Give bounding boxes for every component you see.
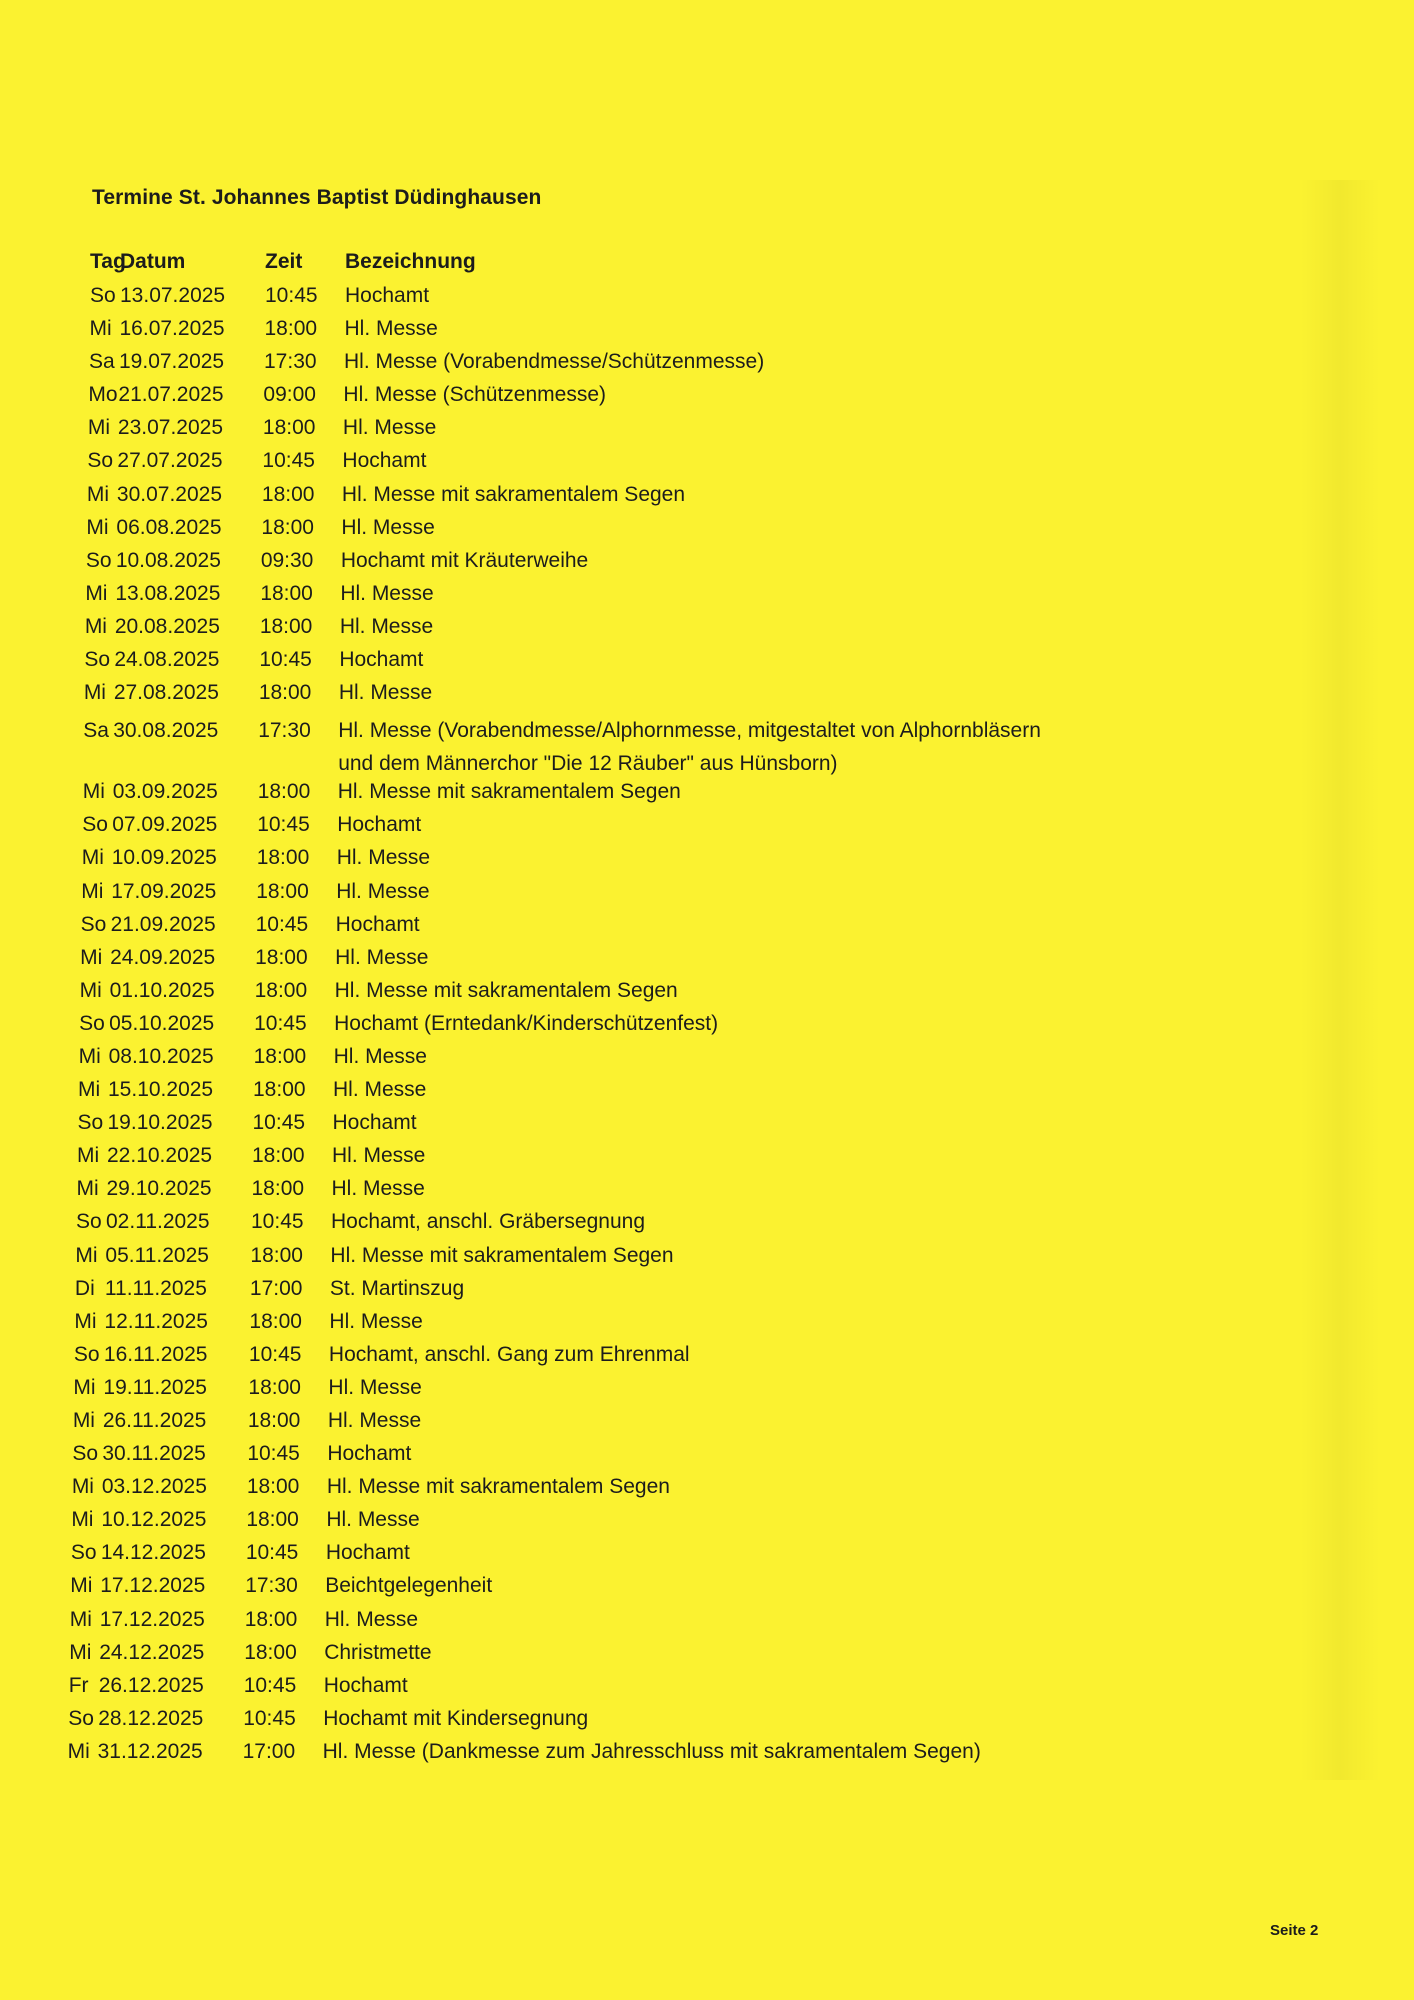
cell-zeit: 18:00	[250, 1243, 303, 1267]
table-row	[45, 1409, 1162, 1442]
header-zeit: Zeit	[265, 250, 303, 273]
cell-zeit: 10:45	[251, 1210, 304, 1234]
cell-bezeichnung	[324, 1641, 1162, 1665]
cell-bezeichnung	[334, 1012, 1162, 1036]
cell-datum: 10.12.2025	[101, 1508, 207, 1532]
cell-tag: So	[84, 648, 110, 672]
bezeichnung-line: Hochamt	[323, 1673, 408, 1697]
cell-bezeichnung	[338, 714, 1162, 780]
cell-zeit: 18:00	[251, 1177, 305, 1201]
cell-datum: 23.07.2025	[117, 416, 224, 440]
cell-tag: Mi	[69, 1640, 92, 1664]
page-title: Termine St. Johannes Baptist Düdinghausen	[92, 186, 542, 209]
cell-tag: Sa	[83, 719, 109, 743]
header-tag: Tag	[90, 250, 126, 273]
cell-tag: So	[72, 1442, 98, 1466]
bezeichnung-line: Hl. Messe (Vorabendmesse/Alphornmesse, mitgestaltet von Alphornbläsern	[338, 719, 1041, 743]
cell-tag: So	[70, 1541, 97, 1565]
cell-datum: 27.07.2025	[117, 449, 223, 473]
cell-tag: Mi	[75, 1243, 98, 1267]
table-row	[43, 1508, 1162, 1541]
bezeichnung-line: Hochamt, anschl. Gang zum Ehrenmal	[328, 1342, 690, 1366]
cell-tag: Mo	[88, 383, 118, 407]
cell-zeit: 18:00	[253, 1044, 307, 1068]
cell-bezeichnung	[332, 1144, 1162, 1168]
bezeichnung-line: Hl. Messe	[331, 1177, 425, 1201]
cell-tag: Mi	[79, 978, 102, 1002]
table-row	[60, 416, 1162, 449]
bezeichnung-line: Hl. Messe	[341, 515, 435, 539]
cell-tag: Mi	[67, 1739, 90, 1763]
cell-tag: So	[82, 813, 108, 837]
bezeichnung-line: Hochamt mit Kindersegnung	[323, 1706, 589, 1730]
cell-datum: 01.10.2025	[109, 978, 215, 1002]
cell-bezeichnung	[335, 946, 1162, 970]
bezeichnung-line: Hl. Messe mit sakramentalem Segen	[334, 978, 678, 1002]
table-row	[40, 1707, 1162, 1740]
cell-bezeichnung	[333, 1078, 1162, 1102]
cell-zeit: 18:00	[257, 780, 311, 804]
cell-bezeichnung	[326, 1541, 1162, 1565]
cell-bezeichnung	[339, 681, 1162, 705]
table-row	[55, 714, 1162, 780]
cell-datum: 16.11.2025	[103, 1342, 208, 1366]
cell-tag: Mi	[70, 1574, 93, 1598]
cell-datum: 26.11.2025	[102, 1409, 207, 1432]
cell-bezeichnung	[343, 416, 1162, 440]
bezeichnung-line: Hochamt	[337, 813, 422, 837]
cell-tag: Mi	[81, 846, 104, 870]
cell-tag: Mi	[80, 945, 103, 969]
cell-datum: 20.08.2025	[114, 614, 220, 638]
cell-datum: 13.07.2025	[120, 284, 226, 307]
table-row	[51, 1045, 1162, 1078]
table-row	[62, 317, 1163, 350]
cell-datum: 03.09.2025	[112, 780, 218, 804]
table-row	[41, 1674, 1162, 1707]
cell-bezeichnung	[325, 1574, 1162, 1598]
bezeichnung-line: Hl. Messe	[344, 317, 438, 341]
cell-zeit: 10:45	[265, 284, 318, 307]
table-row	[60, 383, 1162, 416]
bezeichnung-line: Hl. Messe mit sakramentalem Segen	[326, 1475, 670, 1499]
cell-zeit: 09:30	[260, 548, 314, 572]
cell-zeit: 17:30	[264, 350, 317, 374]
cell-bezeichnung	[332, 1177, 1163, 1201]
table-row	[47, 1244, 1162, 1277]
cell-zeit: 18:00	[255, 945, 308, 969]
cell-bezeichnung	[325, 1608, 1162, 1632]
cell-zeit: 18:00	[244, 1607, 298, 1631]
table-row	[42, 1574, 1162, 1607]
cell-bezeichnung	[329, 1343, 1162, 1367]
cell-zeit: 17:00	[242, 1739, 296, 1763]
cell-datum: 05.10.2025	[109, 1011, 215, 1035]
table-header-row	[62, 250, 1162, 284]
table-row	[45, 1376, 1162, 1409]
cell-tag: Mi	[74, 1309, 97, 1333]
table-row	[57, 615, 1162, 648]
table-row	[48, 1210, 1162, 1243]
cell-tag: Mi	[83, 681, 106, 705]
cell-bezeichnung	[331, 1210, 1162, 1234]
cell-tag: Mi	[78, 1078, 101, 1102]
cell-datum: 05.11.2025	[105, 1243, 209, 1267]
header-datum: Datum	[120, 250, 186, 273]
cell-zeit: 18:00	[259, 614, 313, 638]
bezeichnung-line: Hl. Messe	[335, 945, 429, 969]
cell-zeit: 18:00	[247, 1409, 301, 1432]
cell-zeit: 10:45	[243, 1706, 296, 1730]
cell-datum: 10.09.2025	[111, 846, 217, 870]
cell-datum: 24.08.2025	[114, 648, 220, 672]
cell-tag: Mi	[89, 317, 112, 341]
cell-tag: Fr	[68, 1673, 89, 1697]
scan-shadow	[1300, 180, 1380, 1780]
schedule-table	[62, 250, 1162, 1773]
bezeichnung-line: Hl. Messe	[336, 846, 431, 870]
cell-datum: 24.12.2025	[99, 1640, 205, 1664]
cell-datum: 21.09.2025	[110, 912, 216, 936]
cell-datum: 11.11.2025	[104, 1276, 207, 1300]
table-row	[42, 1608, 1162, 1641]
cell-zeit: 09:00	[263, 383, 316, 407]
bezeichnung-line: Hl. Messe	[342, 416, 437, 440]
cell-tag: So	[80, 912, 107, 936]
cell-tag: Mi	[71, 1475, 94, 1499]
bezeichnung-line: Hl. Messe	[339, 614, 434, 638]
bezeichnung-line: Hochamt	[327, 1442, 412, 1466]
bezeichnung-line: Hl. Messe	[332, 1144, 426, 1168]
cell-bezeichnung	[339, 648, 1162, 672]
cell-zeit: 18:00	[260, 581, 313, 605]
cell-bezeichnung	[330, 1244, 1162, 1268]
bezeichnung-line: Hl. Messe mit sakramentalem Segen	[330, 1243, 674, 1267]
cell-tag: Mi	[85, 581, 108, 605]
cell-bezeichnung	[344, 350, 1162, 374]
cell-tag: Mi	[69, 1607, 92, 1631]
bezeichnung-line: Hl. Messe (Schützenmesse)	[343, 383, 606, 407]
page-number: Seite 2	[1270, 1922, 1319, 1939]
cell-bezeichnung	[342, 483, 1162, 507]
cell-tag: So	[79, 1011, 105, 1035]
cell-tag: Mi	[87, 416, 111, 440]
table-row	[49, 1144, 1162, 1177]
table-row	[56, 681, 1162, 714]
bezeichnung-line: St. Martinszug	[329, 1276, 465, 1300]
cell-bezeichnung	[343, 383, 1162, 407]
cell-tag: Mi	[84, 614, 107, 638]
cell-zeit: 10:45	[255, 912, 309, 936]
bezeichnung-line: Hl. Messe	[336, 879, 430, 903]
cell-datum: 24.09.2025	[110, 945, 216, 969]
bezeichnung-line: Hl. Messe mit sakramentalem Segen	[337, 780, 681, 804]
cell-bezeichnung	[342, 449, 1162, 473]
cell-datum: 31.12.2025	[97, 1739, 203, 1763]
bezeichnung-line: Hl. Messe	[333, 1078, 427, 1102]
cell-tag: So	[76, 1210, 102, 1234]
cell-bezeichnung	[337, 846, 1162, 870]
header-bezeichnung: Bezeichnung	[345, 250, 476, 273]
table-row	[41, 1641, 1162, 1674]
cell-bezeichnung	[338, 780, 1162, 804]
cell-datum: 30.08.2025	[113, 719, 219, 743]
table-row	[53, 880, 1162, 913]
cell-tag: Mi	[78, 1044, 101, 1068]
table-row	[52, 946, 1162, 979]
table-row	[61, 350, 1162, 383]
cell-tag: Di	[74, 1276, 95, 1300]
cell-datum: 17.12.2025	[100, 1574, 206, 1598]
cell-bezeichnung	[327, 1442, 1162, 1466]
cell-zeit: 10:45	[259, 648, 312, 672]
bezeichnung-line: Hl. Messe	[326, 1508, 420, 1532]
cell-tag: Mi	[86, 515, 109, 539]
bezeichnung-line: Hl. Messe	[327, 1409, 422, 1432]
cell-zeit: 18:00	[246, 1475, 300, 1499]
cell-tag: So	[77, 1111, 104, 1135]
cell-datum: 30.07.2025	[116, 482, 223, 506]
table-row	[54, 813, 1162, 846]
cell-datum: 19.10.2025	[107, 1111, 213, 1135]
table-row	[51, 1012, 1162, 1045]
cell-datum: 03.12.2025	[101, 1475, 207, 1499]
cell-tag: So	[68, 1706, 94, 1730]
cell-tag: Mi	[82, 780, 105, 804]
cell-bezeichnung	[335, 979, 1162, 1003]
bezeichnung-line: Hochamt	[332, 1111, 417, 1135]
bezeichnung-line: Christmette	[324, 1640, 432, 1664]
cell-zeit: 18:00	[253, 1078, 306, 1102]
cell-zeit: 18:00	[264, 317, 318, 341]
cell-datum: 17.09.2025	[111, 879, 217, 903]
cell-zeit: 18:00	[246, 1508, 299, 1532]
cell-tag: So	[73, 1342, 100, 1366]
cell-tag: So	[90, 284, 116, 307]
table-row	[50, 1111, 1163, 1144]
cell-tag: Mi	[73, 1375, 96, 1399]
cell-zeit: 18:00	[248, 1375, 301, 1399]
bezeichnung-line: Hl. Messe	[329, 1309, 423, 1333]
cell-bezeichnung	[333, 1111, 1163, 1135]
bezeichnung-line: Hochamt (Erntedank/Kinderschützenfest)	[334, 1011, 719, 1035]
cell-datum: 12.11.2025	[104, 1309, 208, 1333]
cell-bezeichnung	[327, 1475, 1162, 1499]
cell-datum: 26.12.2025	[98, 1673, 204, 1697]
table-row	[55, 780, 1162, 813]
cell-bezeichnung	[329, 1310, 1162, 1334]
cell-bezeichnung	[326, 1508, 1162, 1532]
cell-bezeichnung	[345, 317, 1163, 341]
table-row	[44, 1442, 1162, 1475]
cell-tag: Mi	[86, 482, 110, 506]
cell-datum: 30.11.2025	[102, 1442, 206, 1466]
cell-datum: 19.07.2025	[119, 350, 225, 374]
cell-zeit: 10:45	[245, 1541, 299, 1565]
cell-datum: 02.11.2025	[106, 1210, 210, 1234]
cell-bezeichnung	[340, 582, 1162, 606]
cell-zeit: 18:00	[249, 1309, 302, 1333]
cell-bezeichnung	[345, 284, 1162, 308]
bezeichnung-line: Hochamt	[342, 449, 427, 473]
cell-zeit: 18:00	[261, 515, 314, 539]
table-row	[53, 913, 1162, 946]
cell-tag: Mi	[81, 879, 104, 903]
cell-zeit: 10:45	[254, 1011, 307, 1035]
cell-zeit: 10:45	[252, 1111, 306, 1135]
cell-zeit: 18:00	[261, 482, 315, 506]
cell-bezeichnung	[328, 1409, 1162, 1433]
bezeichnung-line: Hl. Messe	[333, 1044, 427, 1068]
cell-zeit: 10:45	[248, 1342, 302, 1366]
bezeichnung-line-2: und dem Männerchor "Die 12 Räuber" aus Hünsborn)	[338, 752, 838, 776]
cell-zeit: 18:00	[256, 879, 309, 903]
cell-bezeichnung	[341, 549, 1162, 573]
cell-tag: So	[87, 449, 114, 473]
table-row	[46, 1343, 1162, 1376]
cell-zeit: 18:00	[258, 681, 312, 705]
cell-bezeichnung	[336, 913, 1162, 937]
cell-zeit: 17:30	[258, 719, 311, 743]
cell-datum: 29.10.2025	[106, 1177, 212, 1201]
table-row	[62, 284, 1162, 317]
cell-datum: 27.08.2025	[113, 681, 219, 705]
cell-tag: Mi	[77, 1144, 100, 1168]
cell-zeit: 18:00	[262, 416, 316, 440]
bezeichnung-line: Hl. Messe	[328, 1375, 422, 1399]
cell-bezeichnung	[323, 1740, 1162, 1764]
table-row	[40, 1740, 1162, 1773]
bezeichnung-line: Hl. Messe mit sakramentalem Segen	[341, 482, 686, 506]
cell-bezeichnung	[340, 615, 1162, 639]
cell-datum: 28.12.2025	[98, 1706, 204, 1730]
table-row	[56, 648, 1162, 681]
cell-bezeichnung	[323, 1707, 1162, 1731]
cell-tag: So	[85, 548, 112, 572]
cell-zeit: 10:45	[262, 449, 315, 473]
table-row	[49, 1177, 1163, 1210]
cell-datum: 19.11.2025	[103, 1375, 207, 1399]
cell-datum: 07.09.2025	[112, 813, 218, 837]
cell-datum: 13.08.2025	[115, 581, 221, 605]
cell-zeit: 17:00	[249, 1276, 303, 1300]
table-row	[50, 1078, 1162, 1111]
cell-datum: 15.10.2025	[108, 1078, 214, 1102]
table-row	[44, 1475, 1162, 1508]
cell-bezeichnung	[330, 1277, 1162, 1301]
cell-tag: Sa	[89, 350, 115, 374]
cell-tag: Mi	[76, 1177, 99, 1201]
table-row	[54, 846, 1162, 879]
cell-zeit: 17:30	[245, 1574, 298, 1598]
cell-zeit: 18:00	[256, 846, 310, 870]
cell-tag: Mi	[72, 1409, 95, 1432]
bezeichnung-line: Hochamt	[345, 284, 430, 307]
cell-datum: 14.12.2025	[100, 1541, 206, 1565]
cell-datum: 16.07.2025	[119, 317, 225, 341]
table-row	[58, 549, 1162, 582]
cell-zeit: 10:45	[243, 1673, 297, 1697]
bezeichnung-line: Hl. Messe	[324, 1607, 419, 1631]
bezeichnung-line: Hochamt mit Kräuterweihe	[340, 548, 589, 572]
cell-zeit: 18:00	[244, 1640, 297, 1664]
table-row	[59, 483, 1162, 516]
cell-zeit: 10:45	[247, 1442, 300, 1466]
table-row	[43, 1541, 1162, 1574]
bezeichnung-line: Hl. Messe (Vorabendmesse/Schützenmesse)	[344, 350, 765, 374]
cell-datum: 17.12.2025	[99, 1607, 205, 1631]
cell-datum: 06.08.2025	[116, 515, 222, 539]
cell-bezeichnung	[336, 880, 1162, 904]
table-row	[47, 1277, 1162, 1310]
table-row	[46, 1310, 1162, 1343]
table-row	[52, 979, 1162, 1012]
bezeichnung-line: Hochamt, anschl. Gräbersegnung	[331, 1210, 646, 1234]
cell-datum: 21.07.2025	[118, 383, 224, 407]
bezeichnung-line: Hl. Messe	[340, 581, 434, 605]
bezeichnung-line: Beichtgelegenheit	[325, 1574, 493, 1598]
cell-zeit: 18:00	[252, 1144, 305, 1168]
cell-tag: Mi	[71, 1508, 94, 1532]
cell-datum: 22.10.2025	[107, 1144, 213, 1168]
cell-bezeichnung	[337, 813, 1162, 837]
bezeichnung-line: Hl. Messe (Dankmesse zum Jahresschluss mit sakramentalem Segen)	[322, 1739, 981, 1763]
cell-zeit: 10:45	[257, 813, 310, 837]
cell-bezeichnung	[341, 516, 1162, 540]
bezeichnung-line: Hochamt	[325, 1541, 410, 1565]
cell-bezeichnung	[334, 1045, 1162, 1069]
bezeichnung-line: Hochamt	[339, 648, 424, 672]
table-row	[58, 516, 1162, 549]
cell-zeit: 18:00	[254, 978, 308, 1002]
bezeichnung-line: Hochamt	[335, 912, 420, 936]
table-row	[59, 449, 1162, 482]
bezeichnung-line: Hl. Messe	[338, 681, 433, 705]
table-row	[57, 582, 1162, 615]
cell-bezeichnung	[324, 1674, 1162, 1698]
cell-datum: 10.08.2025	[115, 548, 221, 572]
cell-datum: 08.10.2025	[108, 1044, 214, 1068]
cell-bezeichnung	[328, 1376, 1162, 1400]
